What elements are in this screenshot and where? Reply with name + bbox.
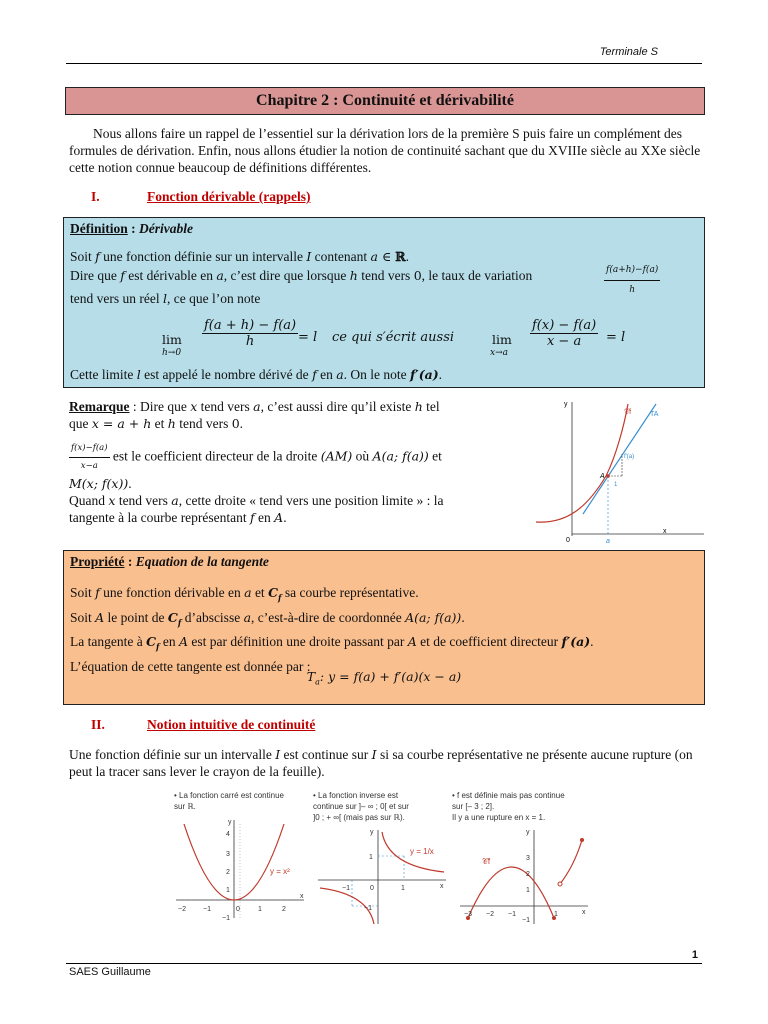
tangent-figure — [528, 396, 708, 544]
footer-author: SAES Guillaume — [69, 966, 151, 978]
remark-line-1: Remarque : Dire que x tend vers a, c’est aussi dire qu’il existe h tel — [69, 399, 440, 414]
remark-line-3: $\frac{f(x)-f(a)}{x-a}$ est le coefficient directeur de la droite (AM) où A(a; f(a)) et — [69, 440, 509, 475]
page-number: 1 — [691, 949, 698, 961]
definition-line-2: Dire que f est dérivable en a, c’est dire que lorsque h tend vers 0, le taux de variation $\frac{f(a+h)-f(a)}{h}$ — [70, 266, 698, 285]
svg-text:−3: −3 — [464, 911, 472, 918]
graph-3-discontinuous — [456, 826, 592, 926]
graph-2-caption: • La fonction inverse est continue sur ]– ∞ ; 0[ et sur ]0 ; + ∞[ (mais pas sur ℝ). — [313, 791, 409, 822]
definition-last-line: Cette limite l est appelé le nombre dérivé de f en a. On le note f′(a). — [70, 367, 443, 382]
svg-text:−1: −1 — [203, 906, 211, 913]
property-line-4: L’équation de cette tangente est donnée par : — [70, 658, 311, 674]
property-line-3: La tangente à $C_f$ en A est par définition une droite passant par A et de coefficient directeur f′(a). — [70, 634, 594, 652]
header-title: Terminale S — [599, 46, 658, 58]
section-2-number: II. — [91, 717, 105, 732]
definition-formula: lim h→0 $\frac{f(a + h) - f(a)}{h}$ = l ce qui s′écrit aussi lim x→a $\frac{f(x) - f(a)}{x - a}$ = l — [162, 318, 626, 358]
svg-text:2: 2 — [526, 871, 530, 878]
property-box — [63, 550, 705, 705]
remark-line-5: Quand x tend vers a, cette droite « tend vers une position limite » : la — [69, 493, 444, 508]
figure-fa-label: f′(a) — [624, 454, 635, 460]
figure-a-label: A — [600, 473, 605, 480]
figure-a-axis-label: a — [606, 538, 610, 544]
svg-text:y: y — [526, 829, 530, 836]
section-1-heading — [69, 189, 311, 205]
figure-x-label: x — [663, 528, 667, 535]
svg-text:−2: −2 — [178, 906, 186, 913]
section-2-heading — [69, 717, 315, 733]
figure-origin: 0 — [566, 537, 570, 544]
header-rule — [66, 63, 702, 64]
tangent-equation: $T_a$: y = f(a) + f′(a)(x − a) — [306, 669, 462, 687]
svg-text:1: 1 — [369, 854, 373, 861]
remark-line-2: que x = a + h et h tend vers 0. — [69, 416, 244, 431]
chapter-title: Chapitre 2 : Continuité et dérivabilité — [65, 87, 705, 115]
definition-title: Définition — [70, 221, 128, 236]
svg-text:0: 0 — [370, 885, 374, 892]
definition-body — [70, 247, 698, 308]
svg-text:1: 1 — [554, 911, 558, 918]
svg-text:1: 1 — [258, 906, 262, 913]
svg-text:−2: −2 — [486, 911, 494, 918]
remark-line-4: M(x; f(x)). — [69, 476, 132, 491]
graph-3-endpoint-right — [580, 838, 584, 842]
svg-text:y: y — [228, 819, 232, 826]
definition-header: Définition : Dérivable — [70, 221, 193, 236]
svg-text:−1: −1 — [508, 911, 516, 918]
figure-ta-label: TA — [650, 411, 659, 418]
svg-text:−1: −1 — [222, 915, 230, 922]
svg-text:2: 2 — [282, 906, 286, 913]
svg-text:1: 1 — [401, 885, 405, 892]
svg-text:x: x — [300, 893, 304, 900]
figure-y-label: y — [564, 401, 568, 408]
figure-point-a — [606, 474, 610, 478]
figure-tangent — [583, 404, 656, 514]
svg-text:−1: −1 — [364, 905, 372, 912]
continuity-paragraph: Une fonction définie sur un intervalle I est continue sur I si sa courbe représentative ne présente aucune rupture (on peut la tracer sans lever le crayon de la feuille). — [69, 747, 693, 779]
definition-subtitle: Dérivable — [139, 221, 193, 236]
intro-paragraph: Nous allons faire un rappel de l’essentiel sur la dérivation lors de la première S puis faire un complément des formules de dérivation. Enfin, nous allons étudier la notion de continuité sachant que du XVIIIe siècle au XXe siècle cette notion connue beaucoup de définitions différentes. — [69, 126, 701, 175]
figure-cf-label: 𝒞f — [624, 409, 632, 416]
svg-text:x: x — [582, 909, 586, 916]
definition-line-3: tend vers un réel l, ce que l’on note — [70, 291, 261, 306]
svg-text:y: y — [370, 829, 374, 836]
graph-3-label: 𝒞f — [482, 857, 491, 866]
formula-connector: ce qui s′écrit aussi — [332, 330, 455, 345]
svg-text:3: 3 — [226, 851, 230, 858]
figure-curve — [536, 404, 628, 522]
remark-title: Remarque — [69, 399, 130, 414]
graph-2-label: y = 1/x — [410, 847, 434, 856]
definition-line-1: Soit f une fonction définie sur un intervalle I contenant a ∈ ℝ. — [70, 249, 409, 264]
footer-rule — [66, 963, 702, 964]
property-title: Propriété — [70, 554, 125, 569]
svg-text:3: 3 — [526, 855, 530, 862]
property-line-2: Soit A le point de $C_f$ d’abscisse a, c’est-à-dire de coordonnée A(a; f(a)). — [70, 609, 465, 627]
svg-text:x: x — [440, 883, 444, 890]
svg-text:1: 1 — [226, 887, 230, 894]
svg-text:0: 0 — [236, 906, 240, 913]
graph-3-curve-right — [560, 840, 582, 884]
property-line-1: Soit f une fonction dérivable en a et $C_f$ sa courbe représentative. — [70, 585, 419, 603]
section-1-label: Fonction dérivable (rappels) — [147, 189, 311, 204]
remark-block — [69, 398, 509, 526]
graph-3-caption: • f est définie mais pas continue sur [– 3 ; 2]. Il y a une rupture en x = 1. — [452, 791, 565, 822]
svg-text:−1: −1 — [342, 885, 350, 892]
remark-line-6: tangente à la courbe représentant f en A. — [69, 510, 287, 525]
svg-text:2: 2 — [226, 869, 230, 876]
property-header: Propriété : Equation de la tangente — [70, 554, 269, 569]
svg-text:−1: −1 — [522, 917, 530, 924]
definition-box — [63, 217, 705, 388]
figure-one-label: 1 — [614, 482, 618, 488]
svg-text:4: 4 — [226, 831, 230, 838]
graph-1-label: y = x² — [270, 867, 290, 876]
graph-1-square — [170, 814, 310, 924]
graph-3-open-point — [558, 882, 562, 886]
property-subtitle: Equation de la tangente — [135, 554, 269, 569]
section-2-label: Notion intuitive de continuité — [147, 717, 316, 732]
property-body — [70, 583, 698, 676]
section-1-number: I. — [91, 189, 100, 204]
graph-2-inverse — [314, 826, 450, 926]
graph-1-caption: • La fonction carré est continue sur ℝ. — [174, 791, 284, 811]
svg-text:1: 1 — [526, 887, 530, 894]
